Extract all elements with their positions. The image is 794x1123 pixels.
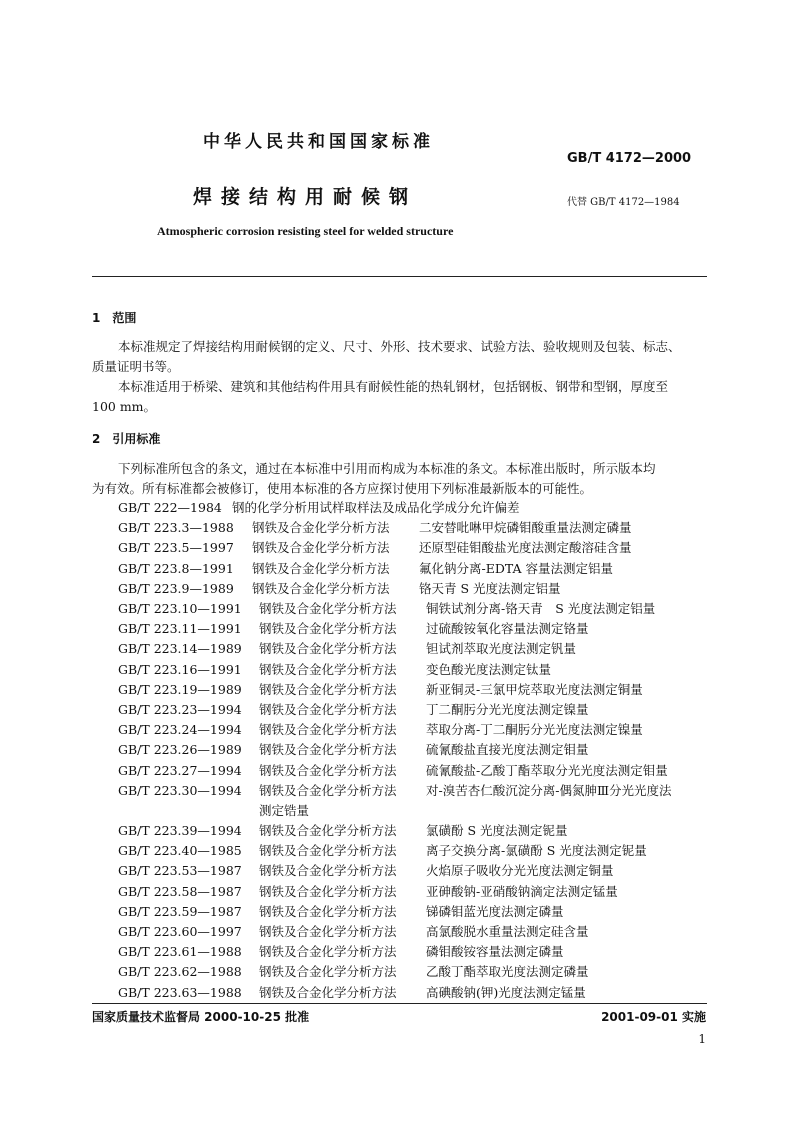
reference-description: 钢的化学分析用试样取样法及成品化学成分允许偏差: [232, 500, 520, 515]
reference-code: GB/T 223.26—1989: [118, 742, 242, 758]
paragraph-line: 本标准适用于桥梁、建筑和其他结构件用具有耐候性能的热轧钢材，包括钢板、钢带和型钢，厚度至: [118, 379, 669, 394]
reference-code: GB/T 223.19—1989: [118, 681, 242, 697]
reference-code: GB/T 223.40—1985: [118, 843, 242, 859]
reference-method: 钢铁及合金化学分析方法: [259, 641, 397, 657]
reference-description: 硫氰酸盐-乙酸丁酯萃取分光光度法测定钼量: [426, 762, 668, 778]
reference-method: 钢铁及合金化学分析方法: [259, 903, 397, 919]
reference-method: 钢铁及合金化学分析方法: [259, 782, 397, 798]
reference-description: 钽试剂萃取光度法测定钒量: [426, 641, 577, 657]
reference-method: 钢铁及合金化学分析方法: [259, 702, 397, 717]
reference-method: 钢铁及合金化学分析方法: [259, 601, 397, 616]
reference-method: 钢铁及合金化学分析方法: [252, 540, 390, 556]
section-1-heading: 1 范围: [92, 311, 137, 325]
reference-description: 磷钼酸铵容量法测定磷量: [426, 944, 564, 960]
reference-method: 钢铁及合金化学分析方法: [259, 722, 397, 738]
footer-divider: [92, 1003, 707, 1004]
reference-description: 氯磺酚 S 光度法测定铌量: [426, 823, 568, 838]
reference-method: 钢铁及合金化学分析方法: [259, 661, 397, 677]
reference-code: GB/T 223.62—1988: [118, 964, 242, 980]
reference-code: GB/T 223.11—1991: [118, 621, 242, 637]
reference-method: 钢铁及合金化学分析方法: [259, 863, 397, 879]
reference-method: 钢铁及合金化学分析方法: [259, 823, 397, 838]
paragraph-line: 为有效。所有标准都会被修订，使用本标准的各方应探讨使用下列标准最新版本的可能性。: [92, 481, 593, 496]
reference-method: 钢铁及合金化学分析方法: [252, 520, 390, 536]
reference-description: 对-溴苦杏仁酸沉淀分离-偶氮胂Ⅲ分光光度法: [426, 782, 672, 798]
reference-code: GB/T 223.63—1988: [118, 984, 242, 1000]
paragraph-line: 本标准规定了焊接结构用耐候钢的定义、尺寸、外形、技术要求、试验方法、验收规则及包装、标志、: [118, 339, 681, 354]
section-1-paragraph-2: [92, 377, 707, 417]
reference-description: 铬天青 S 光度法测定铝量: [419, 580, 561, 596]
reference-code: GB/T 223.58—1987: [118, 883, 242, 899]
reference-code: GB/T 223.27—1994: [118, 762, 242, 778]
page-number: 1: [698, 1032, 706, 1046]
reference-description: 新亚铜灵-三氯甲烷萃取光度法测定铜量: [426, 681, 643, 697]
reference-description: 还原型硅钼酸盐光度法测定酸溶硅含量: [419, 540, 632, 556]
reference-method: 钢铁及合金化学分析方法: [259, 964, 397, 980]
replaces-note: 代替 GB/T 4172—1984: [567, 197, 680, 208]
reference-method: 钢铁及合金化学分析方法: [259, 944, 397, 960]
header-divider: [92, 276, 707, 277]
reference-code: GB/T 223.30—1994: [118, 782, 242, 798]
reference-description: 二安替吡啉甲烷磷钼酸重量法测定磷量: [419, 520, 632, 536]
section-2-intro: [92, 459, 707, 499]
reference-method: 钢铁及合金化学分析方法: [259, 681, 397, 697]
reference-description: 火焰原子吸收分光光度法测定铜量: [426, 863, 614, 879]
reference-method: 钢铁及合金化学分析方法: [259, 843, 397, 859]
section-2-heading: 2 引用标准: [92, 432, 161, 446]
approval-date: 国家质量技术监督局 2000-10-25 批准: [92, 1010, 310, 1024]
reference-description: 亚砷酸钠-亚硝酸钠滴定法测定锰量: [426, 883, 618, 899]
reference-code: GB/T 223.39—1994: [118, 823, 242, 838]
reference-code: GB/T 222—1984: [118, 500, 222, 515]
reference-description: 丁二酮肟分光光度法测定镍量: [426, 702, 589, 717]
reference-description: 离子交换分离-氯磺酚 S 光度法测定铌量: [426, 843, 647, 859]
reference-description: 高碘酸钠(钾)光度法测定锰量: [426, 984, 586, 1000]
reference-description: 氟化钠分离-EDTA 容量法测定铝量: [419, 560, 614, 576]
reference-continuation: 测定锆量: [259, 802, 310, 818]
reference-method: 钢铁及合金化学分析方法: [259, 883, 397, 899]
reference-method: 钢铁及合金化学分析方法: [259, 984, 397, 1000]
reference-code: GB/T 223.5—1997: [118, 540, 234, 556]
reference-code: GB/T 223.16—1991: [118, 661, 242, 677]
reference-description: 硫氰酸盐直接光度法测定钼量: [426, 742, 589, 758]
paragraph-line: 100 mm。: [92, 399, 157, 414]
reference-method: 钢铁及合金化学分析方法: [259, 924, 397, 939]
reference-code: GB/T 223.9—1989: [118, 580, 234, 596]
reference-code: GB/T 223.59—1987: [118, 903, 242, 919]
issuing-body-title: 中华人民共和国国家标准: [203, 132, 434, 152]
reference-code: GB/T 223.53—1987: [118, 863, 242, 879]
reference-description: 铜铁试剂分离-铬天青 S 光度法测定铝量: [426, 601, 656, 616]
reference-method: 钢铁及合金化学分析方法: [259, 621, 397, 637]
reference-method: 钢铁及合金化学分析方法: [259, 742, 397, 758]
section-1-paragraph-1: [92, 337, 707, 377]
reference-description: 萃取分离-丁二酮肟分光光度法测定镍量: [426, 722, 643, 738]
english-title: Atmospheric corrosion resisting steel for welded structure: [157, 224, 454, 238]
reference-code: GB/T 223.23—1994: [118, 702, 242, 717]
reference-method: 钢铁及合金化学分析方法: [252, 560, 390, 576]
document-title: 焊接结构用耐候钢: [193, 186, 418, 208]
reference-code: GB/T 223.14—1989: [118, 641, 242, 657]
reference-description: 锑磷钼蓝光度法测定磷量: [426, 903, 564, 919]
reference-method: 钢铁及合金化学分析方法: [252, 580, 390, 596]
reference-code: GB/T 223.61—1988: [118, 944, 242, 960]
reference-code: GB/T 223.24—1994: [118, 722, 242, 738]
reference-description: 乙酸丁酯萃取光度法测定磷量: [426, 964, 589, 980]
reference-description: 高氯酸脱水重量法测定硅含量: [426, 924, 589, 939]
reference-code: GB/T 223.10—1991: [118, 601, 242, 616]
standard-number: GB/T 4172—2000: [567, 151, 692, 166]
implementation-date: 2001-09-01 实施: [601, 1010, 706, 1024]
reference-code: GB/T 223.60—1997: [118, 924, 242, 939]
reference-code: GB/T 223.3—1988: [118, 520, 234, 536]
paragraph-line: 质量证明书等。: [92, 359, 180, 374]
reference-method: 钢铁及合金化学分析方法: [259, 762, 397, 778]
paragraph-line: 下列标准所包含的条文，通过在本标准中引用而构成为本标准的条文。本标准出版时，所示版本均: [118, 461, 656, 476]
reference-description: 过硫酸铵氧化容量法测定铬量: [426, 621, 589, 637]
reference-code: GB/T 223.8—1991: [118, 560, 234, 576]
reference-description: 变色酸光度法测定钛量: [426, 661, 552, 677]
